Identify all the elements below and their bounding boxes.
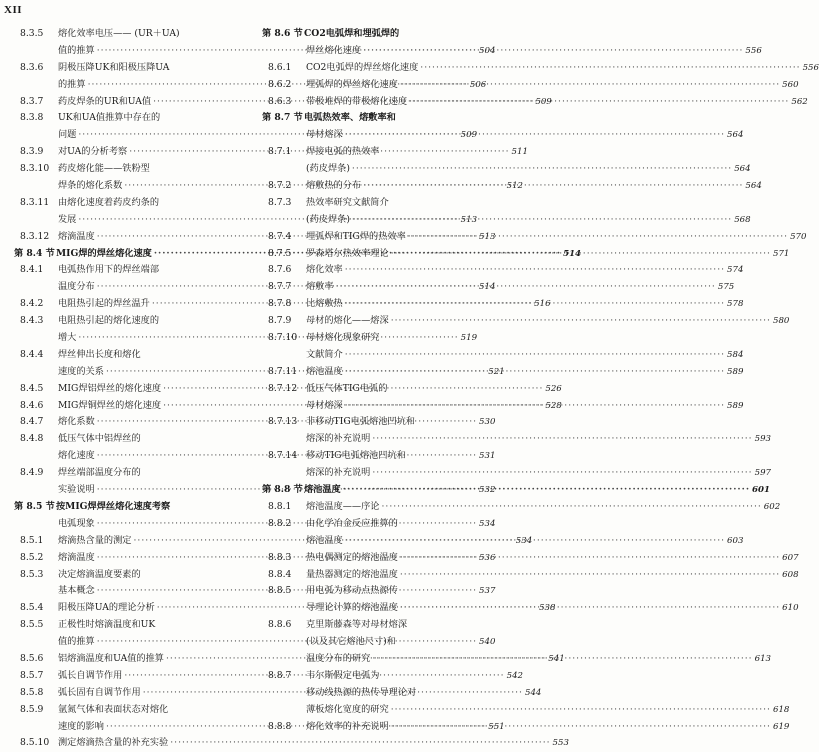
- toc-entry-number: 8.8.7: [268, 669, 292, 681]
- toc-entry-title: 比熔敷热: [306, 298, 343, 310]
- toc-leader-dots: [352, 212, 732, 229]
- toc-entry-number: 8.8.5: [268, 585, 292, 597]
- toc-entry-title: 实验说明: [58, 484, 95, 496]
- toc-entry-title: 熔滴温度: [58, 551, 95, 563]
- toc-entry-number: 8.8.2: [268, 517, 292, 529]
- toc-page-number: 602: [763, 501, 781, 512]
- toc-entry-title: 弧长自调节作用: [58, 669, 123, 681]
- toc-entry-number: 8.5.6: [20, 652, 44, 664]
- toc-leader-dots: [345, 398, 725, 415]
- toc-leader-dots: [363, 43, 743, 60]
- toc-entry-number: 8.7.7: [268, 281, 292, 293]
- toc-entry: [262, 313, 790, 330]
- toc-page-number: 506: [469, 79, 487, 90]
- toc-entry: [262, 127, 744, 144]
- toc-entry: [262, 617, 498, 634]
- toc-leader-dots: [345, 364, 725, 381]
- toc-page-number: 562: [791, 96, 808, 107]
- toc-entry-title: 罗森塔尔热效率理论: [306, 247, 389, 259]
- toc-leader-dots: [400, 567, 780, 584]
- toc-entry-number: 8.3.12: [20, 230, 50, 242]
- toc-entry-title: 值的推算: [58, 636, 95, 648]
- toc-entry-title: 速度的影响: [58, 720, 104, 732]
- toc-entry: [14, 262, 250, 279]
- toc-entry-title: (药皮焊条): [306, 163, 350, 175]
- toc-leader-dots: [408, 229, 788, 246]
- toc-entry-title: 增大: [58, 332, 77, 344]
- toc-entry-title: 带极堆焊的带极熔化速度: [306, 95, 408, 107]
- toc-entry-title: 电阻热引起的熔化速度的: [58, 315, 160, 327]
- toc-entry-title: (药皮焊条): [306, 213, 350, 225]
- toc-page-number: 526: [545, 383, 562, 394]
- toc-entry-title: 低压气体中铝焊丝的: [58, 433, 141, 445]
- toc-page-number: 607: [782, 552, 799, 563]
- toc-entry-title: 熔化效率的补充说明: [306, 720, 389, 732]
- toc-entry: [14, 702, 250, 719]
- toc-entry-number: 8.4.3: [20, 315, 44, 327]
- toc-entry-title: 母材的熔化——熔深: [306, 315, 389, 327]
- toc-entry: [14, 347, 250, 364]
- toc-entry: [262, 330, 498, 347]
- toc-entry-title: 熔池温度: [306, 534, 343, 546]
- toc-page-number: 514: [563, 248, 582, 259]
- toc-entry-title: 埋弧焊的焊丝熔化速度: [306, 78, 398, 90]
- toc-page-number: 589: [727, 400, 744, 411]
- toc-page-number: 537: [479, 586, 496, 597]
- toc-entry-number: 8.7.5: [268, 247, 292, 259]
- toc-entry: [262, 414, 498, 431]
- toc-entry: [262, 685, 498, 702]
- toc-entry-title: 焊条的熔化系数: [58, 180, 123, 192]
- toc-entry-number: 8.4.1: [20, 264, 44, 276]
- toc-page-number: 608: [782, 569, 799, 580]
- toc-entry-title: 熔化效率电压—— (UR＋UA): [58, 28, 180, 39]
- toc-entry: [262, 431, 772, 448]
- toc-entry-number: 8.7.11: [268, 365, 298, 377]
- toc-page-number: 534: [515, 535, 533, 546]
- toc-entry-title: 熔深的补充说明: [306, 433, 371, 445]
- toc-entry: [14, 735, 569, 752]
- toc-page-number: 564: [727, 130, 744, 141]
- toc-entry-title: 导理论计算的熔池温度: [306, 602, 398, 614]
- toc-entry-number: 8.7.8: [268, 298, 292, 310]
- toc-leader-dots: [391, 246, 771, 263]
- toc-entry-title: 移动TIG电弧熔池凹坑和: [306, 450, 406, 462]
- toc-entry-number: 8.6.1: [268, 61, 292, 73]
- toc-entry-title: 熔池温度: [306, 365, 343, 377]
- toc-entry-title: 熔深的补充说明: [306, 467, 371, 479]
- toc-entry-number: 8.3.5: [20, 28, 44, 39]
- toc-entry-title: 发展: [58, 213, 77, 225]
- toc-entry: [262, 567, 799, 584]
- toc-entry-title: 熔化速度: [58, 450, 95, 462]
- toc-entry: [262, 144, 498, 161]
- toc-entry-number: 8.8.3: [268, 551, 292, 563]
- toc-entry: [14, 567, 250, 584]
- toc-page-number: 603: [727, 535, 744, 546]
- toc-entry-title: (以及其它熔池尺寸)和: [306, 636, 396, 648]
- toc-entry-number: 8.7.3: [268, 196, 292, 208]
- toc-entry: [262, 448, 498, 465]
- toc-entry: [262, 229, 807, 246]
- toc-entry: [262, 43, 762, 60]
- toc-entry: [262, 583, 498, 600]
- toc-entry-number: 8.4.6: [20, 399, 44, 411]
- toc-page-number: 504: [479, 45, 496, 56]
- toc-page-number: 513: [460, 214, 478, 225]
- toc-page-number: 578: [727, 299, 744, 310]
- toc-entry-number: 8.4.2: [20, 298, 44, 310]
- toc-entry-number: 8.4.4: [20, 348, 44, 360]
- toc-page-number: 521: [488, 366, 505, 377]
- toc-page-number: 544: [524, 687, 542, 698]
- toc-leader-dots: [345, 347, 725, 364]
- toc-page-number: 584: [727, 349, 744, 360]
- toc-entry-number: 8.3.9: [20, 146, 44, 158]
- toc-entry-title: 阴极压降UK和阳极压降UA: [58, 61, 170, 73]
- toc-entry-number: 8.3.8: [20, 112, 44, 124]
- toc-leader-dots: [391, 313, 771, 330]
- toc-entry: [14, 313, 250, 330]
- toc-page-number: 589: [727, 366, 744, 377]
- toc-leader-dots: [420, 60, 800, 77]
- toc-entry-number: 8.7.4: [268, 230, 292, 242]
- toc-entry-number: 第 8.4 节: [14, 247, 55, 259]
- toc-entry-title: 熔敷热的分布: [306, 180, 362, 192]
- toc-entry-title: MIG焊铝焊丝的熔化速度: [58, 382, 162, 394]
- toc-entry-number: 8.6.2: [268, 78, 292, 90]
- toc-page-number: 568: [734, 214, 751, 225]
- toc-leader-dots: [345, 127, 725, 144]
- toc-entry-title: MIG焊铜焊丝的熔化速度: [58, 399, 162, 411]
- toc-entry-number: 8.5.4: [20, 602, 44, 614]
- toc-entry-title: 测定熔滴热含量的补充实验: [58, 737, 169, 749]
- toc-entry-number: 8.4.8: [20, 433, 44, 445]
- toc-entry: [14, 161, 250, 178]
- toc-entry-number: 8.4.9: [20, 467, 44, 479]
- toc-page-number: 560: [782, 79, 799, 90]
- toc-page-number: 540: [479, 637, 496, 648]
- toc-leader-dots: [400, 600, 780, 617]
- toc-entry-title: MIG焊的焊丝熔化速度: [56, 247, 152, 259]
- toc-entry-title: 熔池温度: [304, 484, 341, 496]
- toc-entry-title: 温度分布的研究: [306, 652, 371, 664]
- toc-entry-number: 8.5.9: [20, 703, 44, 715]
- toc-entry-number: 8.5.2: [20, 551, 44, 563]
- toc-entry: [262, 634, 498, 651]
- toc-leader-dots: [409, 94, 789, 111]
- toc-entry-title: 热电偶测定的熔池温度: [306, 551, 398, 563]
- toc-page-number: 513: [479, 231, 496, 242]
- toc-entry-number: 8.3.11: [20, 196, 50, 208]
- toc-entry-title: 决定熔滴温度要素的: [58, 568, 141, 580]
- toc-entry-number: 8.3.7: [20, 95, 44, 107]
- page-number: XII: [4, 4, 23, 16]
- toc-entry-title: 电阻热引起的焊丝温升: [58, 298, 150, 310]
- toc-entry-title: 熔敷率: [306, 281, 334, 293]
- toc-leader-dots: [400, 77, 780, 94]
- toc-entry-number: 8.3.6: [20, 61, 44, 73]
- toc-entry: [262, 719, 790, 736]
- toc-entry: [262, 161, 751, 178]
- toc-entry-number: 8.5.1: [20, 534, 44, 546]
- toc-entry-title: 母材熔深: [306, 129, 343, 141]
- toc-entry-title: 用电弧为移动点热源传: [306, 585, 398, 597]
- toc-entry: [262, 702, 790, 719]
- toc-page-number: 542: [506, 670, 524, 681]
- toc-entry-title: 对UA的分析考察: [58, 146, 128, 158]
- toc-entry-title: 铝熔滴温度和UA值的推算: [58, 652, 164, 664]
- toc-entry-title: 阳极压降UA的理论分析: [58, 602, 155, 614]
- toc-page-number: 512: [506, 181, 524, 192]
- toc-entry: [262, 77, 799, 94]
- toc-entry-number: 8.8.4: [268, 568, 292, 580]
- toc-leader-dots: [400, 550, 780, 567]
- toc-entry: [14, 60, 250, 77]
- toc-entry-number: 8.5.10: [20, 737, 50, 749]
- toc-page-number: 538: [539, 603, 556, 614]
- toc-entry-number: 8.8.1: [268, 500, 292, 512]
- toc-leader-dots: [170, 735, 550, 752]
- toc-page-number: 532: [479, 485, 496, 496]
- toc-leader-dots: [352, 161, 732, 178]
- toc-entry-title: 的推算: [58, 78, 86, 90]
- toc-leader-dots: [391, 719, 771, 736]
- toc-entry-title: 克里斯藤森等对母材熔深: [306, 619, 408, 631]
- toc-page-number: 556: [745, 45, 762, 56]
- toc-entry: [262, 212, 751, 229]
- toc-entry: [262, 516, 498, 533]
- toc-leader-dots: [372, 651, 752, 668]
- toc-page-number: 511: [511, 147, 528, 158]
- toc-entry-number: 8.7.13: [268, 416, 298, 428]
- toc-entry-number: 第 8.6 节: [262, 28, 303, 39]
- toc-entry-number: 第 8.5 节: [14, 500, 55, 512]
- toc-entry-title: 基本概念: [58, 585, 95, 597]
- toc-page-number: 509: [535, 96, 552, 107]
- toc-page-number: 530: [479, 417, 496, 428]
- toc-entry: [262, 262, 744, 279]
- toc-entry-title: 正极性时熔滴温度和UK: [58, 619, 156, 631]
- toc-entry: [14, 431, 250, 448]
- toc-leader-dots: [345, 262, 725, 279]
- toc-entry-title: 电弧现象: [58, 517, 95, 529]
- toc-page-number: 534: [479, 518, 496, 529]
- toc-entry-title: 非移动TIG电弧熔池凹坑和: [306, 416, 415, 428]
- toc-entry: [262, 60, 819, 77]
- toc-entry-title: 熔滴温度: [58, 230, 95, 242]
- toc-entry-number: 8.7.9: [268, 315, 292, 327]
- toc-page-number: 575: [717, 282, 735, 293]
- toc-entry-title: CO2电弧焊和埋弧焊的: [304, 28, 400, 39]
- toc-page-number: 519: [460, 333, 478, 344]
- toc-entry: [262, 668, 498, 685]
- toc-page-number: 601: [752, 485, 770, 496]
- toc-leader-dots: [345, 296, 725, 313]
- toc-entry-title: 焊丝伸出长度和熔化: [58, 348, 141, 360]
- toc-entry-title: 问题: [58, 129, 77, 141]
- toc-entry-title: 熔化系数: [58, 416, 95, 428]
- toc-entry-number: 第 8.7 节: [262, 112, 303, 124]
- toc-page-number: 514: [479, 282, 496, 293]
- toc-entry-title: 值的推算: [58, 44, 95, 56]
- toc-entry-title: 电弧热作用下的焊丝端部: [58, 264, 160, 276]
- toc-leader-dots: [372, 431, 752, 448]
- toc-entry: [14, 617, 250, 634]
- toc-page-number: 580: [772, 316, 790, 327]
- toc-page-number: 618: [772, 704, 790, 715]
- toc-entry-title: 弧长固有自调节作用: [58, 686, 141, 698]
- toc-entry-title: 文献简介: [306, 348, 343, 360]
- toc-entry: [14, 195, 250, 212]
- toc-page-number: 619: [772, 721, 790, 732]
- toc-entry-title: 焊接电弧的热效率: [306, 146, 380, 158]
- toc-entry: [262, 550, 799, 567]
- toc-page-number: 553: [552, 738, 569, 749]
- toc-page-number: 551: [488, 721, 505, 732]
- toc-page-number: 574: [727, 265, 744, 276]
- toc-entry-number: 8.4.7: [20, 416, 44, 428]
- toc-leader-dots: [336, 279, 716, 296]
- toc-entry-title: 低压气体TIG电弧的: [306, 382, 388, 394]
- toc-leader-dots: [343, 482, 750, 499]
- toc-page-number: 509: [460, 130, 478, 141]
- toc-entry: [262, 499, 781, 516]
- toc-entry-title: 熔化效率: [306, 264, 343, 276]
- toc-section-heading: [262, 482, 770, 499]
- toc-entry-title: 熔滴热含量的测定: [58, 534, 132, 546]
- toc-entry: [14, 465, 250, 482]
- toc-entry: [14, 26, 250, 43]
- toc-section-heading: [262, 110, 498, 127]
- toc-section-heading: [262, 26, 498, 43]
- toc-leader-dots: [391, 702, 771, 719]
- toc-entry-number: 8.4.5: [20, 382, 44, 394]
- toc-page-number: 516: [534, 299, 551, 310]
- toc-page-number: 597: [754, 468, 772, 479]
- toc-entry-number: 8.5.7: [20, 669, 44, 681]
- toc-entry: [262, 465, 772, 482]
- toc-entry-number: 8.7.1: [268, 146, 292, 158]
- toc-entry-number: 8.7.6: [268, 264, 292, 276]
- toc-entry-title: 移动线热源的热传导理论对: [306, 686, 417, 698]
- toc-page-number: 610: [782, 603, 799, 614]
- toc-entry-title: 由熔化速度着药皮约条的: [58, 196, 160, 208]
- toc-section-heading: [14, 499, 250, 516]
- toc-leader-dots: [382, 499, 762, 516]
- toc-entry-title: 速度的关系: [58, 365, 104, 377]
- toc-entry-number: 8.5.8: [20, 686, 44, 698]
- toc-entry-title: UK和UA值推算中存在的: [58, 112, 161, 124]
- toc-entry-number: 8.5.3: [20, 568, 44, 580]
- toc-page-number: 536: [479, 552, 496, 563]
- toc-page-number: 531: [479, 451, 496, 462]
- toc-entry-title: 电弧热效率、熔敷率和: [304, 112, 396, 124]
- toc-entry-title: 焊丝熔化速度: [306, 44, 362, 56]
- toc-entry-title: 氩氮气体和表面状态对熔化: [58, 703, 169, 715]
- toc-entry: [262, 279, 735, 296]
- toc-entry-number: 8.6.3: [268, 95, 292, 107]
- toc-entry-title: 热效率研究文献简介: [306, 196, 389, 208]
- toc-entry-title: 量热器测定的熔池温度: [306, 568, 398, 580]
- toc-entry-title: 焊丝端部温度分布的: [58, 467, 141, 479]
- toc-entry-number: 8.3.10: [20, 163, 50, 175]
- toc-entry: [262, 347, 744, 364]
- toc-leader-dots: [363, 178, 743, 195]
- toc-entry-title: 按MIG焊焊丝熔化速度考察: [56, 500, 171, 512]
- toc-entry-number: 8.7.10: [268, 332, 298, 344]
- toc-entry-title: 母材熔深: [306, 399, 343, 411]
- toc-entry-number: 8.7.2: [268, 180, 292, 192]
- toc-page-number: 564: [745, 181, 762, 192]
- toc-entry-number: 8.8.8: [268, 720, 292, 732]
- toc-entry-title: 薄板熔化宽度的研究: [306, 703, 389, 715]
- toc-page-number: 613: [754, 653, 772, 664]
- toc-entry-title: 药皮熔化能——铁粉型: [58, 163, 150, 175]
- toc-entry-title: 熔池温度——序论: [306, 500, 380, 512]
- toc-page-number: 556: [802, 62, 819, 73]
- toc-page-number: 593: [754, 434, 772, 445]
- toc-entry-title: 由化学冶金反应推算的: [306, 517, 398, 529]
- toc-entry: [262, 381, 498, 398]
- toc-entry-number: 8.7.12: [268, 382, 298, 394]
- toc-page-number: 541: [548, 653, 565, 664]
- toc-entry: [14, 110, 250, 127]
- toc-entry-title: 韦尔斯假定电弧为: [306, 669, 380, 681]
- toc-page-number: 571: [772, 248, 790, 259]
- toc-entry: [262, 364, 744, 381]
- toc-page-number: 528: [545, 400, 562, 411]
- toc-entry-number: 第 8.8 节: [262, 484, 303, 496]
- toc-entry-title: 温度分布: [58, 281, 95, 293]
- toc-leader-dots: [372, 465, 752, 482]
- toc-leader-dots: [345, 533, 725, 550]
- toc-entry-title: 药皮焊条的UR和UA值: [58, 95, 152, 107]
- toc-entry-title: 母材熔化现象研究: [306, 332, 380, 344]
- toc-entry-number: 8.5.5: [20, 619, 44, 631]
- toc-page-number: 570: [790, 231, 807, 242]
- toc-entry-number: 8.7.14: [268, 450, 298, 462]
- toc-entry-number: 8.8.6: [268, 619, 292, 631]
- toc-entry-title: 埋弧焊和TIG焊的热效率: [306, 230, 406, 242]
- toc-entry: [262, 195, 498, 212]
- toc-page-number: 564: [734, 164, 751, 175]
- toc-entry-title: CO2电弧焊的焊丝熔化速度: [306, 61, 419, 73]
